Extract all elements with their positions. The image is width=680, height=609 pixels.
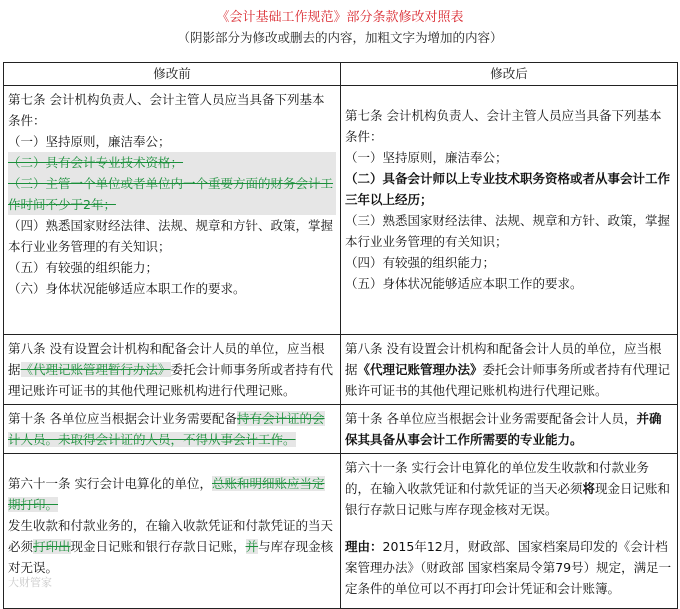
reason-label: 理由： xyxy=(345,539,383,554)
row7-after xyxy=(341,86,678,335)
row10-after xyxy=(341,405,678,454)
text-line: （四）有较强的组织能力； xyxy=(345,255,496,270)
text-span: 与库存现金核对无误。 xyxy=(8,539,334,575)
reason-text: 2015年12月，财政部、国家档案局印发的《会计档案管理办法》（财政部 国家档案局令第79号）规定，满足一定条件的单位可以不再打印会计凭证和会计账簿。 xyxy=(345,539,672,596)
text-line: （一）坚持原则，廉洁奉公； xyxy=(345,150,508,165)
text-span: 第八条 没有设置会计机构和配备会计人员的单位，应当根据 xyxy=(8,341,325,377)
deleted-line: （二）具有会计专业技术资格； xyxy=(8,152,336,173)
added-text: 《代理记账管理办法》 xyxy=(357,362,483,377)
deleted-text: 《代理记账管理暂行办法》 xyxy=(20,362,171,377)
text-span: 第六十一条 实行会计电算化的单位发生收款和付款业务的，在输入收款凭证和付款凭证的当天必须 xyxy=(345,460,649,496)
text-span: 第十条 各单位应当根据会计业务需要配备 xyxy=(8,411,237,426)
row10-before xyxy=(4,405,341,454)
watermark: 大财管家 xyxy=(8,576,52,589)
row61-after xyxy=(341,454,678,609)
text-line: （五）有较强的组织能力； xyxy=(8,260,159,275)
text-line: 第七条 会计机构负责人、会计主管人员应当具备下列基本条件： xyxy=(345,108,662,144)
text-line: （一）坚持原则，廉洁奉公； xyxy=(8,134,171,149)
table-row xyxy=(4,405,678,454)
row8-after xyxy=(341,335,678,405)
row7-before xyxy=(4,86,341,335)
text-line: （五）身体状况能够适应本职工作的要求。 xyxy=(345,276,583,291)
text-span: 第八条 没有设置会计机构和配备会计人员的单位，应当根据 xyxy=(345,341,662,377)
header-after: 修改后 xyxy=(341,63,678,86)
text-line: （六）身体状况能够适应本职工作的要求。 xyxy=(8,281,246,296)
page-subtitle: （阴影部分为修改或删去的内容，加粗文字为增加的内容） xyxy=(177,30,503,45)
text-span: 现金日记账和银行存款日记账与库存现金核对无误。 xyxy=(345,481,671,517)
text-span: 委托会计师事务所或者持有代理记账许可证书的其他代理记账机构进行代理记账。 xyxy=(8,362,334,398)
text-span: 第六十一条 实行会计电算化的单位， xyxy=(8,476,212,491)
deleted-text: 持有会计证的会计人员。未取得会计证的人员，不得从事会计工作。 xyxy=(8,411,325,447)
text-line: （四）熟悉国家财经法律、法规、规章和方针、政策，掌握本行业业务管理的有关知识； xyxy=(8,218,334,254)
comparison-table xyxy=(3,62,678,609)
table-header-row xyxy=(4,63,678,86)
table-row xyxy=(4,335,678,405)
deleted-text: 并 xyxy=(245,539,259,554)
page-title: 《会计基础工作规范》部分条款修改对照表 xyxy=(216,10,464,25)
text-span: 第十条 各单位应当根据会计业务需要配备会计人员， xyxy=(345,411,637,426)
added-line: （二）具备会计师以上专业技术职务资格或者从事会计工作三年以上经历； xyxy=(345,171,671,207)
added-text: 并确保其具备从事会计工作所需要的专业能力。 xyxy=(345,411,662,447)
deleted-text: 打印出 xyxy=(33,539,71,554)
text-span: 发生收款和付款业务的，在输入收款凭证和付款凭证的当天必须 xyxy=(8,518,334,554)
text-span: 委托会计师事务所或者持有代理记账许可证书的其他代理记账机构进行代理记账。 xyxy=(345,362,671,398)
text-span: 现金日记账和银行存款日记账， xyxy=(70,539,246,554)
deleted-line: （三）主管一个单位或者单位内一个重要方面的财务会计工作时间不少于2年； xyxy=(8,173,336,215)
row61-before xyxy=(4,454,341,609)
text-line: 第七条 会计机构负责人、会计主管人员应当具备下列基本条件： xyxy=(8,92,325,128)
table-row xyxy=(4,454,678,609)
deleted-text: 总账和明细账应当定期打印。 xyxy=(8,476,325,512)
table-row xyxy=(4,86,678,335)
added-text: 将 xyxy=(582,481,596,496)
text-line: （三）熟悉国家财经法律、法规、规章和方针、政策，掌握本行业业务管理的有关知识； xyxy=(345,213,671,249)
header-before: 修改前 xyxy=(4,63,341,86)
row8-before xyxy=(4,335,341,405)
